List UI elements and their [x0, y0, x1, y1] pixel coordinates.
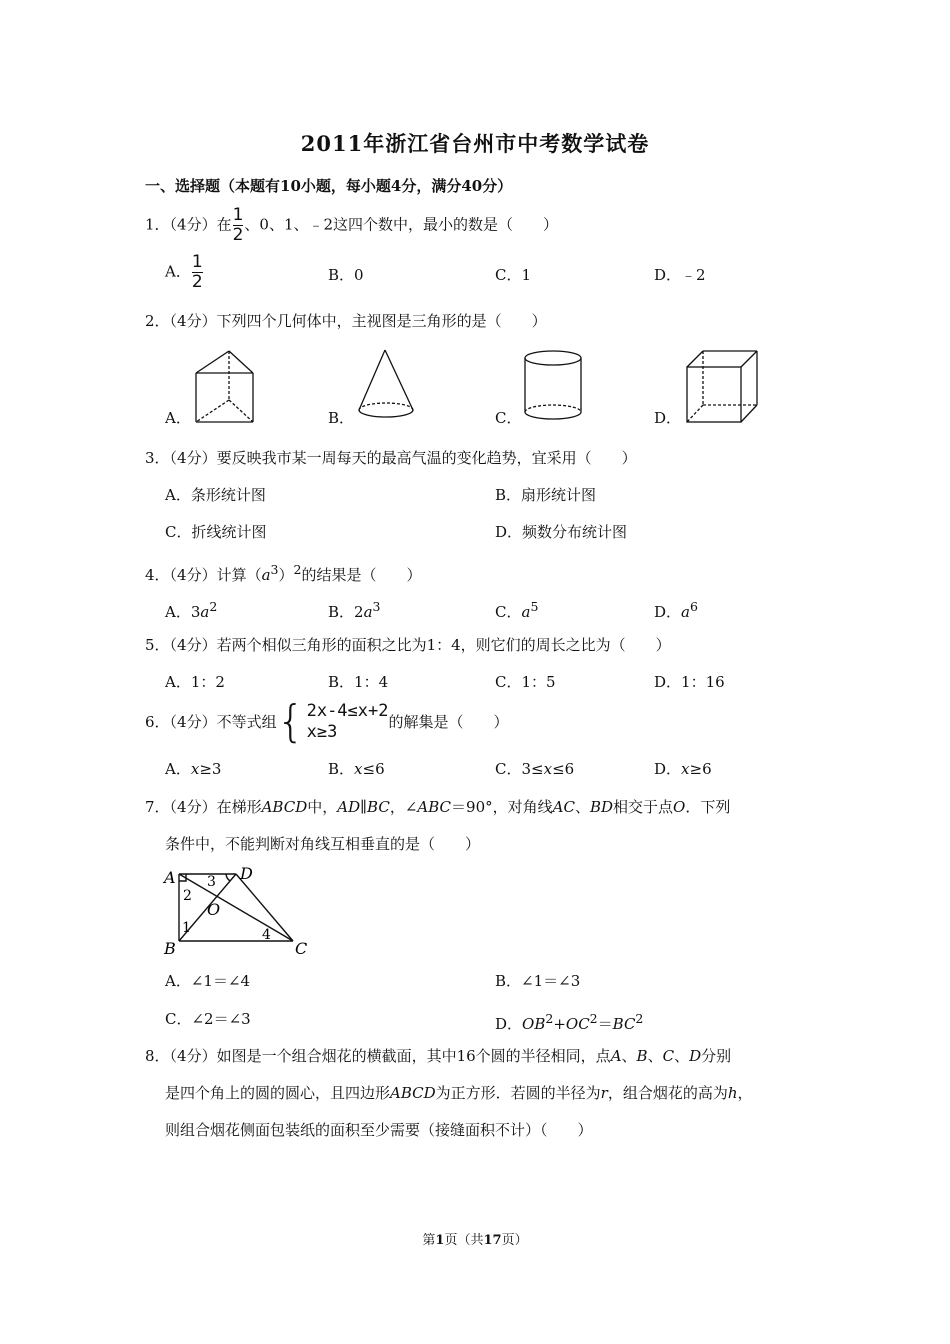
- q7-option-d[interactable]: D．$OB^2+OC^2=BC^2$: [495, 1011, 644, 1033]
- angle-label-3: 3: [207, 874, 216, 890]
- fraction-half: $\frac{1}{2}$: [232, 205, 244, 245]
- question-2: 2．（4分）下列四个几何体中，主视图是三角形的是（ ）: [145, 312, 547, 330]
- question-7-line-1: 7．（4分）在梯形ABCD中，AD∥BC，∠ABC＝90°，对角线AC、BD相交于点O．下列: [145, 798, 731, 816]
- q3-option-d[interactable]: D．频数分布统计图: [495, 523, 628, 541]
- q5-option-d[interactable]: D．1：16: [654, 673, 725, 691]
- q4-option-a[interactable]: A．$3a^2$: [165, 599, 218, 621]
- question-6: 6．（4分）不等式组 { 2x-4≤x+2 x≥3 的解集是（ ）: [145, 696, 509, 747]
- q2-option-b[interactable]: B．: [328, 409, 355, 427]
- label-O: O: [207, 900, 221, 919]
- q7-option-a[interactable]: A．∠1＝∠4: [165, 972, 251, 990]
- q1-option-d[interactable]: D．﹣2: [654, 266, 706, 284]
- q2-option-a[interactable]: A．: [165, 409, 191, 427]
- label-A: A: [164, 868, 176, 887]
- q5-option-a[interactable]: A．1：2: [165, 673, 225, 691]
- cone-figure: [355, 348, 420, 428]
- q4-option-d[interactable]: D．$a^6$: [654, 599, 698, 621]
- q4-option-b[interactable]: B．$2a^3$: [328, 599, 381, 621]
- q2-option-d[interactable]: D．: [654, 409, 682, 427]
- question-5: 5．（4分）若两个相似三角形的面积之比为1：4，则它们的周长之比为（ ）: [145, 636, 671, 654]
- q4-option-c[interactable]: C．$a^5$: [495, 599, 539, 621]
- question-3: 3．（4分）要反映我市某一周每天的最高气温的变化趋势，宜采用（ ）: [145, 449, 637, 467]
- triangular-prism-figure: [190, 348, 260, 428]
- angle-label-2: 2: [183, 888, 192, 904]
- q7-option-c[interactable]: C．∠2＝∠3: [165, 1010, 251, 1028]
- q6-option-d[interactable]: D．x≥6: [654, 760, 712, 778]
- angle-label-4: 4: [262, 927, 271, 943]
- label-B: B: [164, 939, 176, 958]
- question-7-line-2: 条件中，不能判断对角线互相垂直的是（ ）: [165, 835, 481, 853]
- question-4: 4．（4分）计算$(a^3)^2$的结果是（ ）: [145, 562, 422, 584]
- cube-figure: [685, 348, 760, 428]
- section-heading: 一、选择题（本题有10小题，每小题4分，满分40分）: [145, 177, 513, 195]
- q3-option-a[interactable]: A．条形统计图: [165, 486, 266, 504]
- label-C: C: [295, 939, 308, 958]
- cylinder-figure: [520, 348, 590, 428]
- question-8-line-1: 8．（4分）如图是一个组合烟花的横截面，其中16个圆的半径相同，点A、B、C、D分别: [145, 1047, 732, 1065]
- q7-option-b[interactable]: B．∠1＝∠3: [495, 972, 581, 990]
- angle-label-1: 1: [182, 920, 191, 936]
- q1-option-a[interactable]: A． $\frac{1}{2}$: [165, 252, 203, 292]
- q5-option-b[interactable]: B．1：4: [328, 673, 389, 691]
- trapezoid-figure: [162, 864, 312, 956]
- inequality-system: { 2x-4≤x+2 x≥3: [276, 696, 389, 747]
- question-1: 1．（4分）在 $\frac{1}{2}$ 、0、1、﹣2这四个数中，最小的数是（ ）: [145, 205, 559, 245]
- q6-option-a[interactable]: A．x≥3: [165, 760, 222, 778]
- question-8-line-3: 则组合烟花侧面包装纸的面积至少需要（接缝面积不计）（ ）: [165, 1121, 593, 1139]
- page-footer: 第1页（共17页）: [422, 1233, 528, 1248]
- q6-option-b[interactable]: B．x≤6: [328, 760, 385, 778]
- q1-option-b[interactable]: B．0: [328, 266, 364, 284]
- q2-option-c[interactable]: C．: [495, 409, 522, 427]
- q6-option-c[interactable]: C．3≤x≤6: [495, 760, 575, 778]
- q1-option-c[interactable]: C．1: [495, 266, 532, 284]
- page-title: 2011年浙江省台州市中考数学试卷: [300, 131, 650, 156]
- q3-option-c[interactable]: C．折线统计图: [165, 523, 267, 541]
- fraction-half: $\frac{1}{2}$: [191, 252, 203, 292]
- q5-option-c[interactable]: C．1：5: [495, 673, 556, 691]
- question-8-line-2: 是四个角上的圆的圆心，且四边形ABCD为正方形．若圆的半径为r，组合烟花的高为h，: [165, 1084, 753, 1102]
- q3-option-b[interactable]: B．扇形统计图: [495, 486, 597, 504]
- label-D: D: [240, 864, 253, 883]
